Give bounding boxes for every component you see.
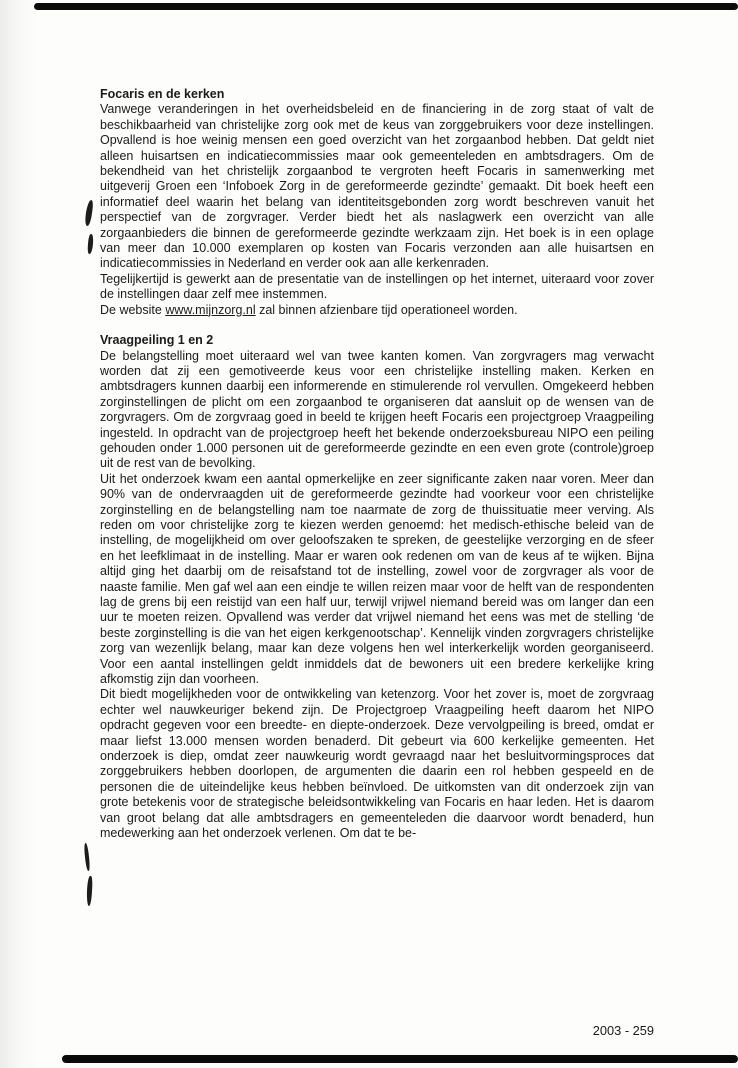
section-heading: Focaris en de kerken bbox=[100, 87, 225, 101]
binding-mark bbox=[86, 876, 93, 906]
binding-mark bbox=[84, 843, 91, 871]
paragraph: Vanwege veranderingen in het overheidsbeleid en de financiering in de zorg staat of valt de beschikbaarheid van christelijke zorg ook met de keus van zorggebruikers voor deze instellingen. Opvallend is hoe weinig mensen een goed overzicht van het zorgaanbod hebben. Dat geldt niet alleen huisartsen en indicatiecommissies maar ook gemeenteleden en ambtsdragers. Om de bekendheid van het christelijk zorgaanbod te vergroten heeft Focaris in samenwerking met uitgeverij Groen een ‘Infoboek Zorg in de gereformeerde gezindte’ gemaakt. Dit boek heeft een informatief deel waarin het belang van identiteitsgebonden zorg wordt beschreven vanuit het perspectief van de zorgvrager. Verder biedt het als naslagwerk een overzicht van alle zorgaanbieders die binnen de gereformeerde gezindte werkzaam zijn. Het boek is in een oplage van meer dan 10.000 exemplaren op kosten van Focaris verzonden aan alle huisartsen en indicatiecommissies in Nederland en verder ook aan alle kerkenraden. bbox=[100, 102, 654, 271]
section-heading: Vraagpeiling 1 en 2 bbox=[100, 333, 214, 348]
page-content bbox=[100, 87, 654, 842]
paragraph-with-link bbox=[100, 303, 654, 318]
page-number: 2003 - 259 bbox=[592, 1023, 654, 1038]
scan-edge-bottom bbox=[62, 1055, 738, 1063]
website-line-after: zal binnen afzienbare tijd operationeel worden. bbox=[255, 302, 518, 317]
scan-edge-top bbox=[34, 3, 738, 10]
website-line-before: De website bbox=[100, 302, 166, 317]
paragraph: Dit biedt mogelijkheden voor de ontwikkeling van ketenzorg. Voor het zover is, moet de zorgvraag echter wel nauwkeuriger bekend zijn. De Projectgroep Vraagpeiling heeft daarom het NIPO opdracht gegeven voor een breedte- en diepte-onderzoek. Deze vervolgpeiling is breed, omdat er maar liefst 13.000 mensen worden benaderd. Dit gebeurt via 600 kerkelijke gemeenten. Het onderzoek is diep, omdat zeer nauwkeurig wordt gevraagd naar het besluitvormingsproces dat zorggebruikers hebben doorlopen, de argumenten die daarin een rol hebben gespeeld en de personen die de uiteindelijke keus hebben beïnvloed. De uitkomsten van dit onderzoek zijn van grote betekenis voor de strategische beleidsontwikkeling van Focaris en haar leden. Het is daarom van groot belang dat alle ambtsdragers en gemeenteleden die daarvoor wordt benaderd, hun medewerking aan het onderzoek verlenen. Om dat te be- bbox=[100, 687, 654, 841]
binding-mark bbox=[84, 200, 94, 227]
paragraph: Tegelijkertijd is gewerkt aan de presentatie van de instellingen op het internet, uiteraard voor zover de instellingen daar zelf mee instemmen. bbox=[100, 271, 654, 302]
website-link[interactable]: www.mijnzorg.nl bbox=[165, 302, 256, 317]
section-focaris-en-de-kerken bbox=[100, 87, 654, 318]
section-vraagpeiling-1-en-2 bbox=[100, 333, 654, 841]
binding-mark bbox=[87, 234, 93, 254]
paragraph: Uit het onderzoek kwam een aantal opmerkelijke en zeer significante zaken naar voren. Meer dan 90% van de ondervraagden uit de gereformeerde gezindte had voorkeur voor een christelijke zorginstelling en de belangstelling nam toe naarmate de zorg de thuissituatie meer verving. Als reden om voor christelijke zorg te kiezen werden genoemd: het medisch-ethische beleid van de instelling, de mogelijkheid om over geloofszaken te spreken, de geestelijke verzorging en de sfeer en het leefklimaat in de instelling. Maar er waren ook redenen om van de keus af te wijken. Bijna altijd ging het daarbij om de reisafstand tot de instelling, zowel voor de zorgvrager als voor de naaste familie. Men gaf wel aan een eindje te willen reizen maar voor de helft van de respondenten lag de grens bij een reistijd van een half uur, terwijl vrijwel niemand bereid was om langer dan een uur te moeten reizen. Opvallend was verder dat vrijwel niemand het eens was met de stelling ‘de beste zorginstelling is die van het eigen kerkgenootschap’. Kennelijk vinden zorgvragers christelijke zorg van wezenlijk belang, maar kan deze volgens hen wel interkerkelijk worden georganiseerd. Voor een aantal instellingen geldt inmiddels dat de bewoners uit een bredere kerkelijke kring afkomstig zijn dan voorheen. bbox=[100, 471, 654, 687]
paragraph: De belangstelling moet uiteraard wel van twee kanten komen. Van zorgvragers mag verwacht worden dat zij een gemotiveerde keus voor een christelijke instelling maken. Kerken en ambtsdragers kunnen daarbij een informerende en stimulerende rol vervullen. Omgekeerd hebben zorginstellingen de plicht om een zorgaanbod te organiseren dat aansluit op de wensen van de zorgvragers. Om de zorgvraag goed in beeld te krijgen heeft Focaris een projectgroep Vraagpeiling ingesteld. In opdracht van de projectgroep heeft het bekende onderzoeksbureau NIPO een peiling gehouden onder 1.000 personen uit de gereformeerde gezindte en een even grote (controle)groep uit de rest van de bevolking. bbox=[100, 348, 654, 471]
